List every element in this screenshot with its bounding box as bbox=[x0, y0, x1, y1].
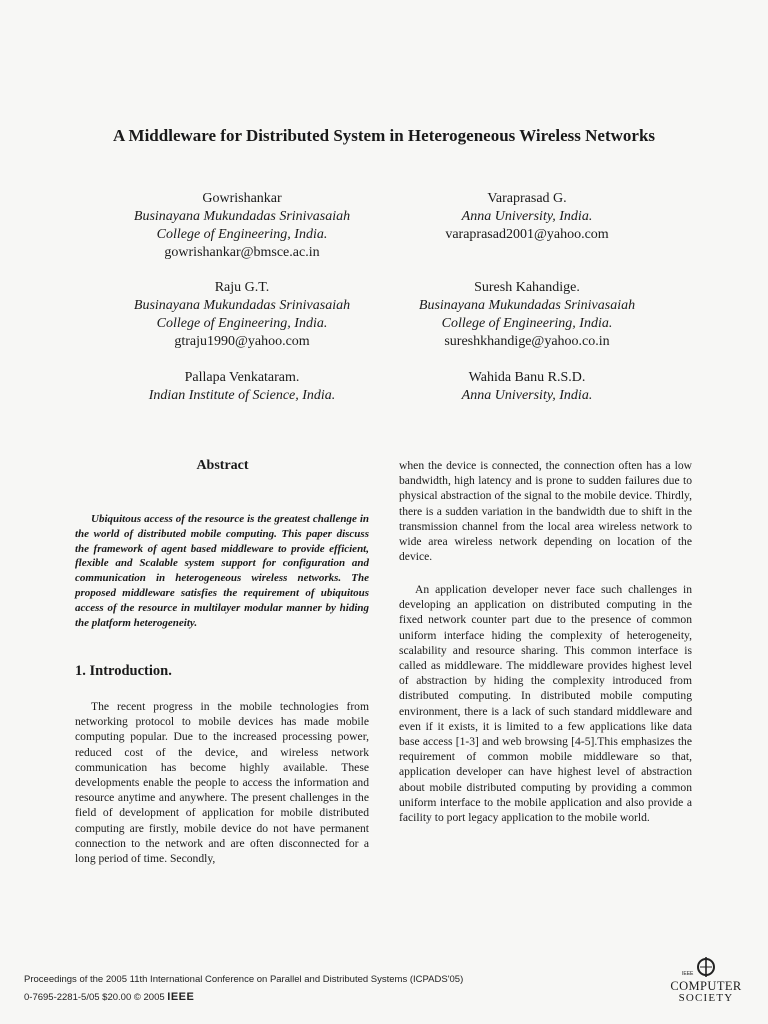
footer-copyright bbox=[24, 991, 194, 1003]
author-email: gowrishankar@bmsce.ac.in bbox=[164, 245, 320, 260]
intro-paragraph-3: An application developer never face such challenges in developing an application on distributed computing in the fixed network counter part due to the presence of common uniform interface hiding the complexity of heterogeneity, scalability and resource sharing. This common interface is called as middleware. The middleware provides highest level of abstraction by hiding the complexity introduced from distributed computing. In distributed mobile computing environment, there is a lack of such standard middleware and even if it exists, it is limited to a few applications like data base access [1-3] and web browsing [4-5].This emphasizes the requirement of common mobile middleware so that, application developer can have highest level of abstraction about mobile distributed computing by providing a common uniform interface to the mobile application and also provide a facility to port legacy application to the mobile world. bbox=[399, 583, 692, 825]
author-block-5 bbox=[92, 369, 392, 405]
author-email: varaprasad2001@yahoo.com bbox=[445, 227, 609, 242]
author-block-3 bbox=[92, 279, 392, 351]
paper-title: A Middleware for Distributed System in Heterogeneous Wireless Networks bbox=[112, 126, 656, 145]
author-name: Suresh Kahandige. bbox=[474, 280, 580, 295]
author-affiliation: Businayana Mukundadas Srinivasaiah bbox=[418, 298, 636, 313]
author-affiliation: College of Engineering, India. bbox=[156, 227, 328, 242]
author-affiliation: College of Engineering, India. bbox=[156, 316, 328, 331]
author-affiliation: Businayana Mukundadas Srinivasaiah bbox=[133, 209, 351, 224]
author-affiliation: Businayana Mukundadas Srinivasaiah bbox=[133, 298, 351, 313]
author-name: Gowrishankar bbox=[202, 191, 282, 206]
footer-isbn: 0-7695-2281-5/05 $20.00 © 2005 bbox=[24, 992, 165, 1003]
author-name: Raju G.T. bbox=[214, 280, 270, 295]
intro-paragraph-2: when the device is connected, the connection often has a low bandwidth, high latency and is prone to sudden failures due to physical abstraction of the signal to the mobile device. Thirdly, there is a sudden variation in the bandwidth due to shift in the transmission channel from the local area wireless network to wide area wireless network depending on location of the device. bbox=[399, 459, 692, 564]
logo-society-text: SOCIETY bbox=[678, 992, 734, 1004]
ieee-wordmark: IEEE bbox=[167, 991, 195, 1003]
author-block-1 bbox=[92, 190, 392, 262]
footer-proceedings: Proceedings of the 2005 11th International Conference on Parallel and Distributed Systems (ICPADS'05) bbox=[24, 974, 464, 985]
logo-ieee-text: IEEE bbox=[682, 971, 694, 977]
author-affiliation: Anna University, India. bbox=[461, 209, 593, 224]
author-block-4 bbox=[377, 279, 677, 351]
abstract-heading: Abstract bbox=[196, 458, 249, 473]
computer-society-logo bbox=[660, 956, 752, 1006]
author-email: gtraju1990@yahoo.com bbox=[174, 334, 310, 349]
author-block-2 bbox=[377, 190, 677, 244]
author-affiliation: College of Engineering, India. bbox=[441, 316, 613, 331]
author-affiliation: Indian Institute of Science, India. bbox=[148, 388, 336, 403]
author-name: Varaprasad G. bbox=[487, 191, 567, 206]
intro-paragraph-1: The recent progress in the mobile technologies from networking protocol to mobile devices has made mobile computing popular. Due to the increased processing power, reduced cost of the device, and wireless network communication has become highly available. These developments enable the people to access the information and resource anytime and anywhere. The present challenges in the field of development of application for mobile distributed computing are firstly, mobile device do not have permanent connection to the network and are often disconnected for a long period of time. Secondly, bbox=[75, 700, 369, 866]
abstract-text: Ubiquitous access of the resource is the greatest challenge in the world of distributed mobile computing. This paper discuss the framework of agent based middleware to provide efficient, flexible and Scalable system support for configuration and communication in heterogeneous wireless networks. The proposed middleware satisfies the requirement of ubiquitous access of the resource in multilayer modular manner by hiding the platform heterogeneity. bbox=[75, 513, 369, 629]
author-block-6 bbox=[377, 369, 677, 405]
section-heading-introduction: 1. Introduction. bbox=[75, 663, 172, 679]
author-name: Wahida Banu R.S.D. bbox=[468, 370, 586, 385]
author-name: Pallapa Venkataram. bbox=[184, 370, 300, 385]
author-affiliation: Anna University, India. bbox=[461, 388, 593, 403]
logo-computer-text: COMPUTER bbox=[670, 979, 742, 993]
author-email: sureshkhandige@yahoo.co.in bbox=[444, 334, 610, 349]
ieee-emblem-icon bbox=[696, 956, 716, 978]
